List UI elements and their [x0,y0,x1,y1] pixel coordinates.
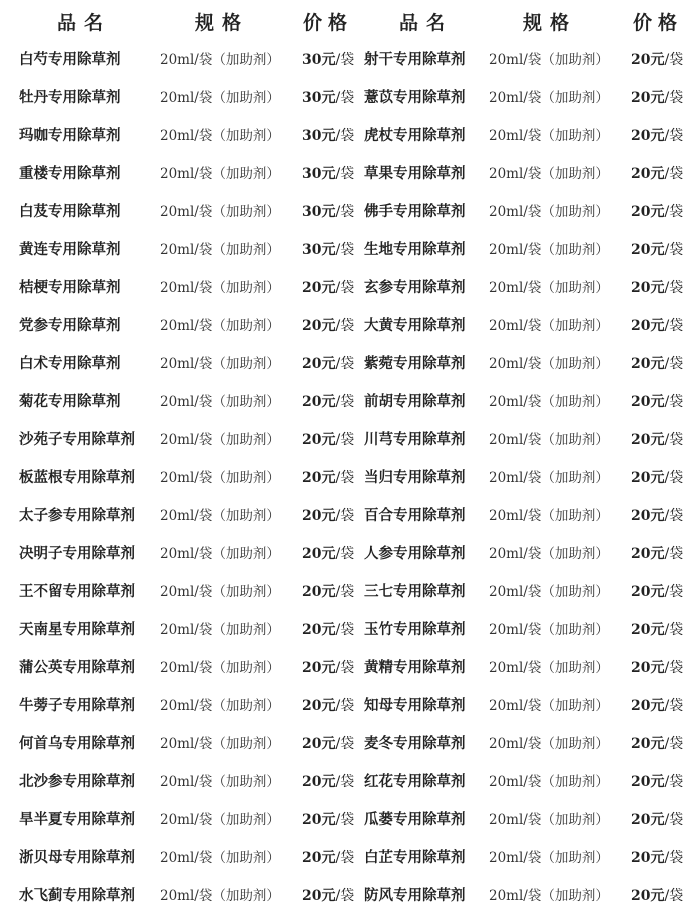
price-amount: 20元 [631,546,665,562]
product-price-left [302,88,354,108]
table-row [0,307,693,345]
table-row [0,497,693,535]
price-amount: 20元 [631,166,665,182]
product-name-left: 北沙参专用除草剂 [19,773,135,790]
table-row [0,117,693,155]
table-row [0,573,693,611]
product-spec-left: 20ml/袋（加助剂） [160,546,280,562]
price-unit: /袋 [664,432,684,448]
product-price-left [302,658,354,678]
price-unit: /袋 [664,128,684,144]
product-name-right: 瓜蒌专用除草剂 [364,811,466,828]
price-amount: 20元 [631,622,665,638]
table-row [0,839,693,877]
product-price-right [631,164,683,184]
price-unit: /袋 [664,242,684,258]
product-spec-left: 20ml/袋（加助剂） [160,280,280,296]
product-price-right [631,468,683,488]
price-amount: 30元 [302,204,336,220]
price-amount: 30元 [302,90,336,106]
product-name-right: 麦冬专用除草剂 [364,735,466,752]
product-spec-right: 20ml/袋（加助剂） [489,52,609,68]
price-unit: /袋 [664,394,684,410]
product-price-right [631,810,683,830]
product-price-right [631,658,683,678]
price-unit: /袋 [664,584,684,600]
price-unit: /袋 [335,242,355,258]
table-row [0,611,693,649]
table-row [0,763,693,801]
product-price-right [631,88,683,108]
product-spec-left: 20ml/袋（加助剂） [160,394,280,410]
price-unit: /袋 [335,318,355,334]
product-price-left [302,810,354,830]
price-unit: /袋 [335,660,355,676]
product-name-left: 王不留专用除草剂 [19,583,135,600]
header-spec-left: 规格 [195,12,250,34]
product-spec-left: 20ml/袋（加助剂） [160,204,280,220]
price-unit: /袋 [664,812,684,828]
product-price-right [631,734,683,754]
price-amount: 30元 [302,166,336,182]
price-amount: 20元 [631,318,665,334]
product-spec-right: 20ml/袋（加助剂） [489,584,609,600]
price-unit: /袋 [335,356,355,372]
price-unit: /袋 [664,660,684,676]
product-spec-right: 20ml/袋（加助剂） [489,470,609,486]
product-price-left [302,240,354,260]
price-unit: /袋 [335,394,355,410]
product-spec-left: 20ml/袋（加助剂） [160,508,280,524]
product-name-left: 白芍专用除草剂 [19,51,121,68]
price-amount: 20元 [631,660,665,676]
product-spec-right: 20ml/袋（加助剂） [489,622,609,638]
product-name-left: 玛咖专用除草剂 [19,127,121,144]
product-name-left: 板蓝根专用除草剂 [19,469,135,486]
product-price-left [302,202,354,222]
table-row [0,877,693,915]
price-amount: 20元 [631,204,665,220]
price-unit: /袋 [664,52,684,68]
table-row [0,231,693,269]
table-row [0,649,693,687]
product-name-right: 川芎专用除草剂 [364,431,466,448]
price-unit: /袋 [664,318,684,334]
price-amount: 20元 [631,280,665,296]
price-unit: /袋 [664,90,684,106]
product-name-left: 党参专用除草剂 [19,317,121,334]
price-amount: 20元 [302,888,336,904]
price-unit: /袋 [335,888,355,904]
product-price-right [631,202,683,222]
price-amount: 30元 [302,242,336,258]
product-spec-left: 20ml/袋（加助剂） [160,584,280,600]
price-unit: /袋 [335,470,355,486]
product-spec-right: 20ml/袋（加助剂） [489,356,609,372]
product-spec-left: 20ml/袋（加助剂） [160,850,280,866]
price-unit: /袋 [664,622,684,638]
product-name-left: 水飞蓟专用除草剂 [19,887,135,904]
product-price-left [302,886,354,906]
product-name-right: 玄参专用除草剂 [364,279,466,296]
header-spec-right: 规格 [523,12,578,34]
price-amount: 20元 [302,736,336,752]
price-unit: /袋 [664,356,684,372]
price-unit: /袋 [335,128,355,144]
price-unit: /袋 [335,698,355,714]
price-unit: /袋 [335,850,355,866]
product-spec-left: 20ml/袋（加助剂） [160,736,280,752]
product-spec-right: 20ml/袋（加助剂） [489,166,609,182]
table-row [0,535,693,573]
table-row [0,79,693,117]
price-amount: 20元 [302,432,336,448]
price-amount: 20元 [302,660,336,676]
product-spec-left: 20ml/袋（加助剂） [160,242,280,258]
product-price-left [302,126,354,146]
price-unit: /袋 [335,546,355,562]
price-amount: 20元 [302,584,336,600]
product-spec-right: 20ml/袋（加助剂） [489,242,609,258]
product-spec-right: 20ml/袋（加助剂） [489,394,609,410]
product-spec-left: 20ml/袋（加助剂） [160,52,280,68]
product-spec-left: 20ml/袋（加助剂） [160,166,280,182]
header-price-right: 价格 [633,12,684,34]
product-spec-right: 20ml/袋（加助剂） [489,850,609,866]
product-price-left [302,506,354,526]
product-spec-right: 20ml/袋（加助剂） [489,546,609,562]
product-spec-right: 20ml/袋（加助剂） [489,432,609,448]
product-price-left [302,544,354,564]
table-row [0,345,693,383]
price-unit: /袋 [335,166,355,182]
product-name-left: 沙苑子专用除草剂 [19,431,135,448]
header-name-left: 品名 [57,12,112,34]
price-unit: /袋 [335,622,355,638]
product-price-left [302,430,354,450]
price-unit: /袋 [664,204,684,220]
product-name-right: 薏苡专用除草剂 [364,89,466,106]
price-unit: /袋 [664,698,684,714]
price-amount: 20元 [631,812,665,828]
price-amount: 20元 [631,432,665,448]
price-amount: 20元 [631,584,665,600]
product-name-right: 红花专用除草剂 [364,773,466,790]
product-name-right: 知母专用除草剂 [364,697,466,714]
table-row [0,421,693,459]
header-price-left: 价格 [303,12,354,34]
product-price-left [302,848,354,868]
price-amount: 20元 [302,280,336,296]
product-table-body [0,41,693,915]
table-header [0,8,693,36]
product-name-right: 白芷专用除草剂 [364,849,466,866]
product-price-right [631,582,683,602]
product-price-left [302,354,354,374]
price-unit: /袋 [664,774,684,790]
price-amount: 20元 [631,470,665,486]
price-amount: 20元 [302,356,336,372]
product-spec-left: 20ml/袋（加助剂） [160,698,280,714]
table-row [0,155,693,193]
product-spec-right: 20ml/袋（加助剂） [489,660,609,676]
product-name-left: 天南星专用除草剂 [19,621,135,638]
price-amount: 20元 [302,318,336,334]
product-spec-left: 20ml/袋（加助剂） [160,812,280,828]
product-price-left [302,164,354,184]
product-price-left [302,316,354,336]
product-name-left: 何首乌专用除草剂 [19,735,135,752]
price-amount: 20元 [302,774,336,790]
product-spec-right: 20ml/袋（加助剂） [489,128,609,144]
product-name-left: 蒲公英专用除草剂 [19,659,135,676]
product-name-right: 前胡专用除草剂 [364,393,466,410]
product-spec-left: 20ml/袋（加助剂） [160,318,280,334]
price-amount: 20元 [302,812,336,828]
price-amount: 20元 [302,698,336,714]
product-name-right: 草果专用除草剂 [364,165,466,182]
table-row [0,725,693,763]
price-unit: /袋 [335,736,355,752]
product-spec-right: 20ml/袋（加助剂） [489,90,609,106]
product-name-left: 旱半夏专用除草剂 [19,811,135,828]
price-unit: /袋 [335,812,355,828]
product-name-right: 三七专用除草剂 [364,583,466,600]
price-amount: 20元 [631,698,665,714]
product-name-right: 紫菀专用除草剂 [364,355,466,372]
price-amount: 20元 [631,394,665,410]
price-unit: /袋 [335,204,355,220]
product-price-right [631,772,683,792]
product-spec-left: 20ml/袋（加助剂） [160,888,280,904]
price-amount: 20元 [631,736,665,752]
product-name-right: 黄精专用除草剂 [364,659,466,676]
product-price-right [631,126,683,146]
product-price-left [302,772,354,792]
product-spec-left: 20ml/袋（加助剂） [160,128,280,144]
price-unit: /袋 [664,850,684,866]
product-price-right [631,430,683,450]
product-price-left [302,582,354,602]
price-amount: 30元 [302,128,336,144]
product-price-right [631,240,683,260]
product-price-left [302,278,354,298]
product-price-right [631,316,683,336]
price-amount: 20元 [631,52,665,68]
product-spec-right: 20ml/袋（加助剂） [489,280,609,296]
price-amount: 20元 [631,508,665,524]
price-unit: /袋 [664,166,684,182]
price-amount: 20元 [631,356,665,372]
product-name-left: 太子参专用除草剂 [19,507,135,524]
product-spec-right: 20ml/袋（加助剂） [489,812,609,828]
price-unit: /袋 [664,546,684,562]
product-price-right [631,886,683,906]
price-unit: /袋 [335,280,355,296]
price-amount: 30元 [302,52,336,68]
price-amount: 20元 [631,242,665,258]
product-price-left [302,468,354,488]
product-price-left [302,392,354,412]
product-spec-left: 20ml/袋（加助剂） [160,470,280,486]
product-name-left: 白芨专用除草剂 [19,203,121,220]
product-name-right: 当归专用除草剂 [364,469,466,486]
table-row [0,269,693,307]
product-spec-left: 20ml/袋（加助剂） [160,622,280,638]
product-name-right: 玉竹专用除草剂 [364,621,466,638]
price-amount: 20元 [631,774,665,790]
product-spec-right: 20ml/袋（加助剂） [489,204,609,220]
table-row [0,459,693,497]
product-price-right [631,696,683,716]
price-unit: /袋 [664,888,684,904]
table-row [0,383,693,421]
price-amount: 20元 [302,470,336,486]
price-unit: /袋 [335,774,355,790]
product-name-right: 百合专用除草剂 [364,507,466,524]
product-name-left: 重楼专用除草剂 [19,165,121,182]
product-name-left: 桔梗专用除草剂 [19,279,121,296]
product-name-right: 防风专用除草剂 [364,887,466,904]
product-spec-left: 20ml/袋（加助剂） [160,774,280,790]
price-unit: /袋 [335,584,355,600]
product-price-right [631,50,683,70]
product-spec-left: 20ml/袋（加助剂） [160,660,280,676]
product-price-left [302,50,354,70]
product-spec-right: 20ml/袋（加助剂） [489,736,609,752]
price-amount: 20元 [631,888,665,904]
product-name-left: 白术专用除草剂 [19,355,121,372]
price-amount: 20元 [302,508,336,524]
product-spec-right: 20ml/袋（加助剂） [489,318,609,334]
price-unit: /袋 [664,470,684,486]
price-unit: /袋 [664,280,684,296]
product-name-left: 牡丹专用除草剂 [19,89,121,106]
product-name-right: 人参专用除草剂 [364,545,466,562]
product-price-right [631,620,683,640]
price-amount: 20元 [631,128,665,144]
table-row [0,193,693,231]
price-amount: 20元 [302,850,336,866]
product-name-left: 菊花专用除草剂 [19,393,121,410]
table-row [0,687,693,725]
product-price-right [631,848,683,868]
product-name-right: 射干专用除草剂 [364,51,466,68]
product-name-left: 黄连专用除草剂 [19,241,121,258]
table-row [0,41,693,79]
product-spec-right: 20ml/袋（加助剂） [489,774,609,790]
price-unit: /袋 [335,90,355,106]
product-price-left [302,620,354,640]
product-name-right: 大黄专用除草剂 [364,317,466,334]
table-row [0,801,693,839]
product-name-left: 牛蒡子专用除草剂 [19,697,135,714]
price-amount: 20元 [302,546,336,562]
product-spec-left: 20ml/袋（加助剂） [160,90,280,106]
price-amount: 20元 [631,90,665,106]
price-unit: /袋 [664,508,684,524]
product-spec-right: 20ml/袋（加助剂） [489,698,609,714]
product-price-left [302,696,354,716]
price-unit: /袋 [335,432,355,448]
product-price-right [631,506,683,526]
price-amount: 20元 [302,394,336,410]
price-unit: /袋 [335,52,355,68]
price-amount: 20元 [631,850,665,866]
product-price-right [631,392,683,412]
product-name-left: 浙贝母专用除草剂 [19,849,135,866]
price-unit: /袋 [335,508,355,524]
product-price-left [302,734,354,754]
product-name-right: 佛手专用除草剂 [364,203,466,220]
product-price-right [631,278,683,298]
product-name-right: 生地专用除草剂 [364,241,466,258]
product-spec-left: 20ml/袋（加助剂） [160,356,280,372]
product-name-left: 决明子专用除草剂 [19,545,135,562]
price-unit: /袋 [664,736,684,752]
header-name-right: 品名 [399,12,454,34]
product-name-right: 虎杖专用除草剂 [364,127,466,144]
product-spec-left: 20ml/袋（加助剂） [160,432,280,448]
product-spec-right: 20ml/袋（加助剂） [489,508,609,524]
product-price-right [631,354,683,374]
product-price-right [631,544,683,564]
price-amount: 20元 [302,622,336,638]
product-spec-right: 20ml/袋（加助剂） [489,888,609,904]
